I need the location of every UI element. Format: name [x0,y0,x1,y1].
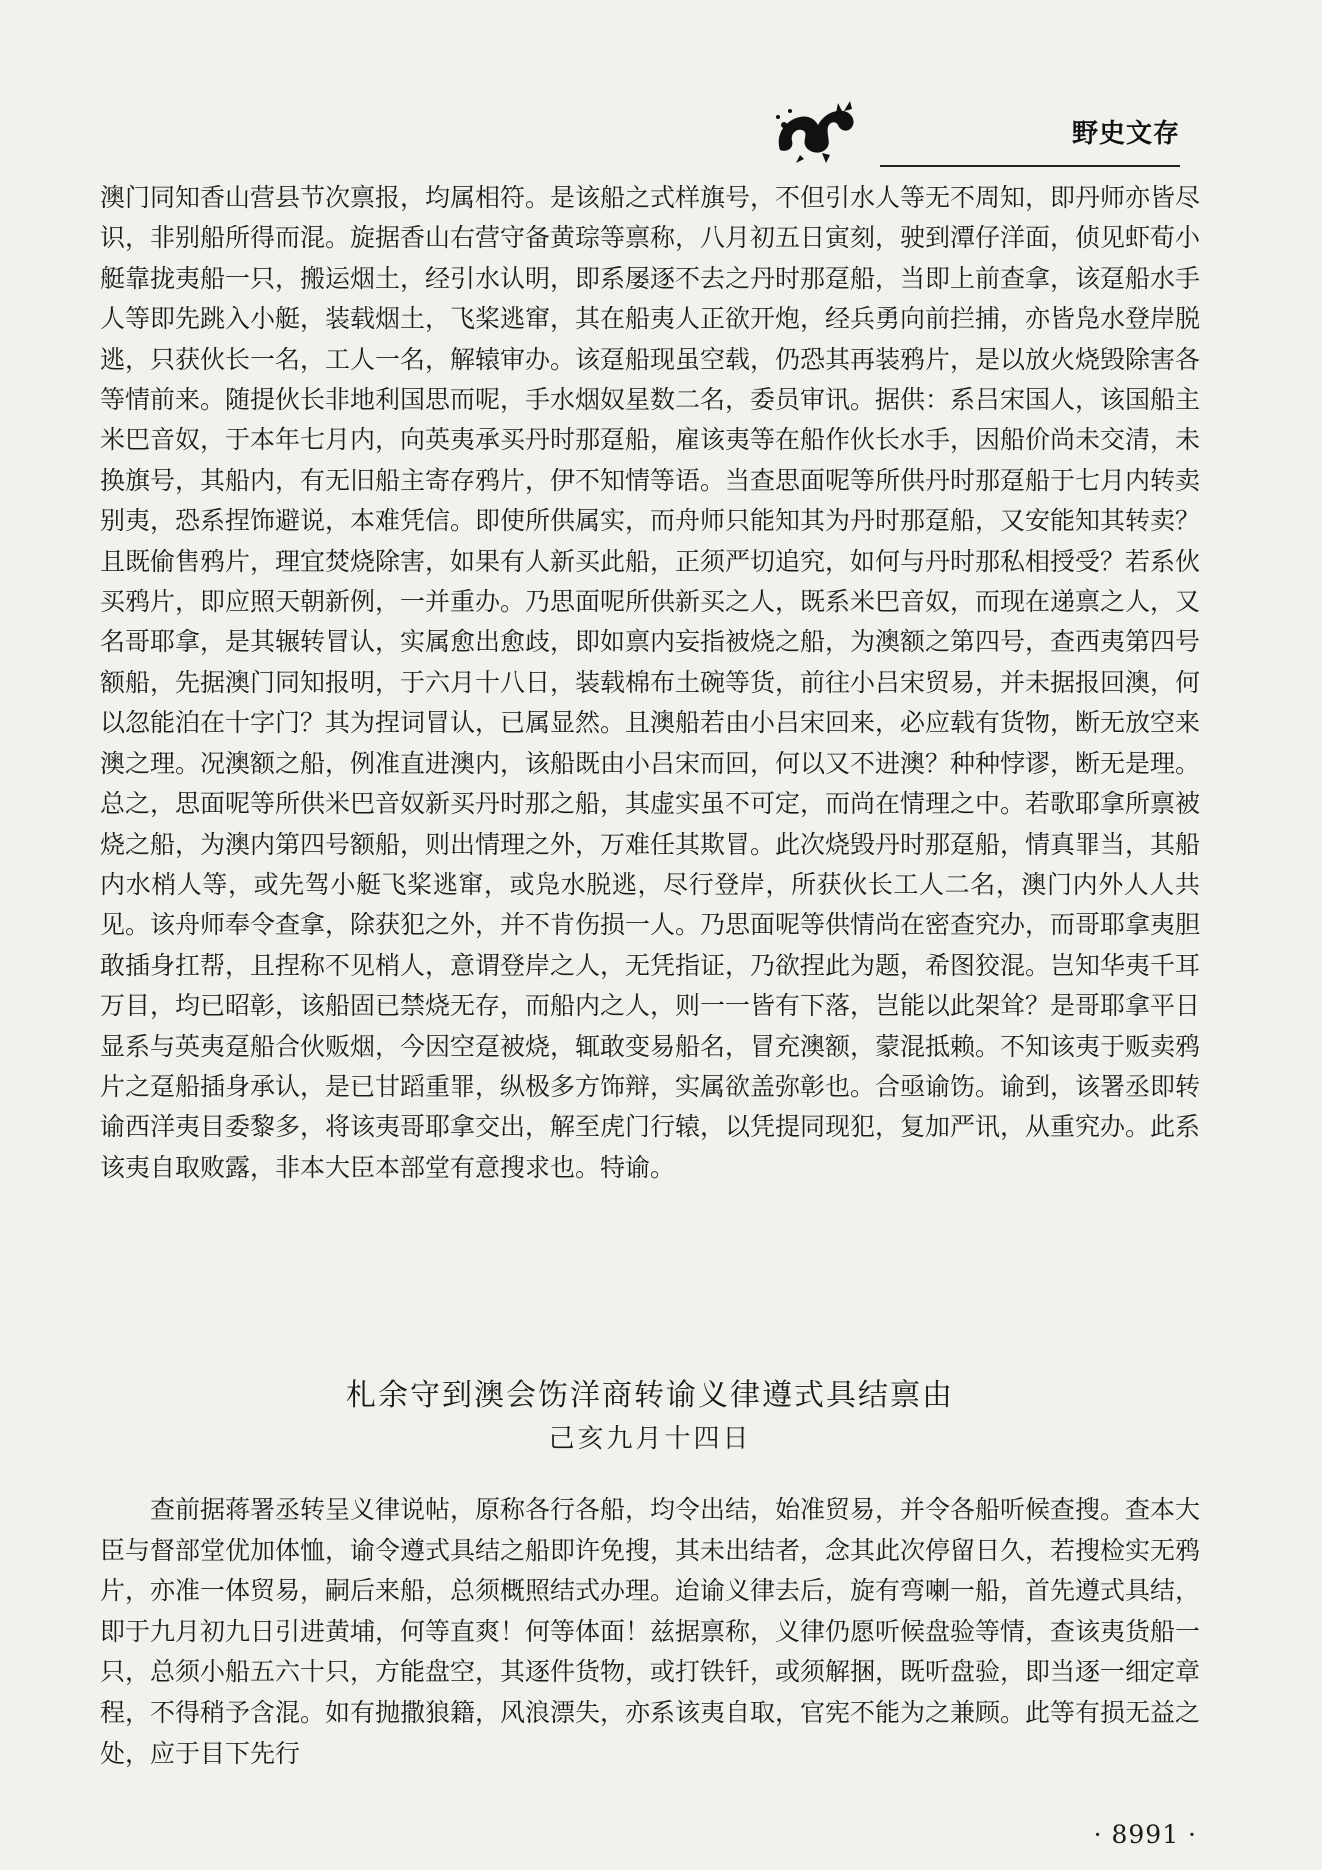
dragon-emblem-icon [770,95,860,165]
section-paragraph: 查前据蒋署丞转呈义律说帖，原称各行各船，均令出结，始准贸易，并令各船听候查搜。查本大臣与督部堂优加体恤，谕令遵式具结之船即许免搜，其未出结者，念其此次停留日久，若搜检实无鸦片，亦准一体贸易，嗣后来船，总须概照结式办理。迨谕义律去后，旋有弯喇一船，首先遵式具结，即于九月初九日引进黄埔，何等直爽！何等体面！兹据禀称，义律仍愿听候盘验等情，查该夷货船一只，总须小船五六十只，方能盘空，其逐件货物，或打铁钎，或须解捆，既听盘验，即当逐一细定章程，不得稍予含混。如有抛撒狼籍，风浪漂失，亦系该夷自取，官宪不能为之兼顾。此等有损无益之处，应于目下先行 [100,1495,1201,1768]
header-rule [880,165,1180,167]
header-title: 野史文存 [1071,119,1180,149]
section-date: 己亥九月十四日 [548,1424,752,1454]
section-title: 札余守到澳会饬洋商转谕义律遵式具结禀由 [346,1378,954,1413]
running-header [740,95,1180,175]
body-paragraph: 澳门同知香山营县节次禀报，均属相符。是该船之式样旗号，不但引水人等无不周知，即丹师亦皆尽识，非别船所得而混。旋据香山右营守备黄琮等禀称，八月初五日寅刻，驶到潭仔洋面，侦见虾荀小艇靠拢夷船一只，搬运烟土，经引水认明，即系屡逐不去之丹时那趸船，当即上前查拿，该趸船水手人等即先跳入小艇，装载烟土，飞桨逃窜，其在船夷人正欲开炮，经兵勇向前拦捕，亦皆凫水登岸脱逃，只获伙长一名，工人一名，解辕审办。该趸船现虽空载，仍恐其再装鸦片，是以放火烧毁除害各等情前来。随提伙长非地利国思而呢，手水烟奴星数二名，委员审讯。据供：系吕宋国人，该国船主米巴音奴，于本年七月内，向英夷承买丹时那趸船，雇该夷等在船作伙长水手，因船价尚未交清，未换旗号，其船内，有无旧船主寄存鸦片，伊不知情等语。当查思面呢等所供丹时那趸船于七月内转卖别夷，恐系捏饰避说，本难凭信。即使所供属实，而舟师只能知其为丹时那趸船，又安能知其转卖？且既偷售鸦片，理宜焚烧除害，如果有人新买此船，正须严切追究，如何与丹时那私相授受？若系伙买鸦片，即应照天朝新例，一并重办。乃思面呢所供新买之人，既系米巴音奴，而现在递禀之人，又名哥耶拿，是其辗转冒认，实属愈出愈歧，即如禀内妄指被烧之船，为澳额之第四号，查西夷第四号额船，先据澳门同知报明，于六月十八日，装载棉布土碗等货，前往小吕宋贸易，并未据报回澳，何以忽能泊在十字门？其为捏词冒认，已属显然。且澳船若由小吕宋回来，必应载有货物，断无放空来澳之理。况澳额之船，例准直进澳内，该船既由小吕宋而回，何以又不进澳？种种悖谬，断无是理。总之，思面呢等所供米巴音奴新买丹时那之船，其虚实虽不可定，而尚在情理之中。若歌耶拿所禀被烧之船，为澳内第四号额船，则出情理之外，万难任其欺冒。此次烧毁丹时那趸船，情真罪当，其船内水梢人等，或先驾小艇飞桨逃窜，或凫水脱逃，尽行登岸，所获伙长工人二名，澳门内外人人共见。该舟师奉令查拿，除获犯之外，并不肯伤损一人。乃思面呢等供情尚在密查究办，而哥耶拿夷胆敢插身扛帮，且捏称不见梢人，意谓登岸之人，无凭指证，乃欲捏此为题，希图狡混。岂知华夷千耳万目，均已昭彰，该船固已禁烧无存，而船内之人，则一一皆有下落，岂能以此架耸？是哥耶拿平日显系与英夷趸船合伙贩烟，今因空趸被烧，辄敢变易船名，冒充澳额，蒙混抵赖。不知该夷于贩卖鸦片之趸船插身承认，是已甘蹈重罪，纵极多方饰辩，实属欲盖弥彰也。合亟谕饬。谕到，该署丞即转谕西洋夷目委黎多，将该夷哥耶拿交出，解至虎门行辕，以凭提同现犯，复加严讯，从重究办。此系该夷自取败露，非本大臣本部堂有意搜求也。特谕。 [100,183,1201,1182]
page-number: · 8991 · [1093,1820,1197,1849]
